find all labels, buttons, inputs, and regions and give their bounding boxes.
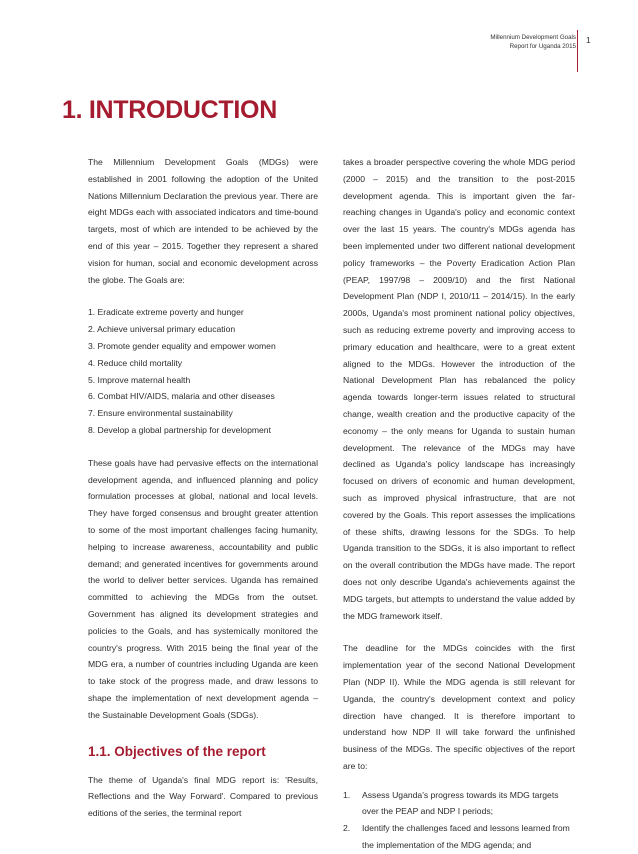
- section-title: 1. INTRODUCTION: [62, 96, 277, 124]
- intro-paragraph: The Millennium Development Goals (MDGs) were established in 2001 following the adoption of the United Nations Millennium Declaration the previous year. There are eight MDGs each with associated indicators and time-bound targets, most of which are intended to be achieved by the end of this year – 2015. Together they represent a shared vision for human, social and economic development across the globe. The Goals are:: [88, 157, 318, 285]
- page-number: 1: [586, 35, 591, 45]
- deadline-paragraph: The deadline for the MDGs coincides with the first implementation year of the second National Development Plan (NDP II). While the MDG agenda is still relevant for Uganda, the country's development context and policy direction have changed. It is therefore important to understand how NDP II will take forward the unfinished business of the MDGs. The specific objectives of the report are to:: [343, 643, 575, 771]
- list-item: 6. Combat HIV/AIDS, malaria and other diseases: [88, 391, 275, 402]
- objectives-list: [343, 787, 575, 854]
- list-item: 2. Achieve universal primary education: [88, 324, 236, 335]
- header-report-title: Report for Uganda 2015: [509, 43, 576, 50]
- report-theme-paragraph: The theme of Uganda's final MDG report is: 'Results, Reflections and the Way Forward'. Compared to previous editions of the series, the terminal report: [88, 774, 318, 819]
- list-item: 7. Ensure environmental sustainability: [88, 408, 233, 419]
- list-item: 4. Reduce child mortality: [88, 357, 183, 368]
- right-column: [343, 154, 575, 854]
- goals-effects-paragraph: These goals have had pervasive effects on the international development agenda, and influenced planning and policy formulation processes at global, national and local levels. They have forged consensus and brought greater attention to some of the most important challenges facing humanity, helping to increase awareness, accountability and public demand; and generated incentives for governments around the world to deliver better services. Uganda has remained committed to achieving the MDGs from the outset. Government has aligned its development strategies and policies to the Goals, and has systemically monitored the country's progress. With 2015 being the final year of the MDG era, a number of countries including Uganda are keen to take stock of the progress made, and draw lessons to shape the implementation of next development agenda – the Sustainable Development Goals (SDGs).: [88, 457, 318, 720]
- objective-text: Identify the challenges faced and lessons learned from the implementation of the MDG agenda; and: [362, 823, 570, 851]
- objective-number: 1.: [343, 789, 351, 800]
- goals-list: [88, 304, 318, 438]
- list-item: 3. Promote gender equality and empower women: [88, 340, 276, 351]
- objective-text: Assess Uganda's progress towards its MDG targets over the PEAP and NDP I periods;: [362, 789, 559, 817]
- list-item: 1. Eradicate extreme poverty and hunger: [88, 307, 244, 318]
- objective-number: 2.: [343, 823, 351, 834]
- page-number-block: [577, 30, 591, 72]
- list-item: [343, 820, 575, 854]
- list-item: 8. Develop a global partnership for development: [88, 424, 271, 435]
- left-column: [88, 154, 318, 838]
- subsection-heading: 1.1. Objectives of the report: [88, 743, 266, 759]
- perspective-paragraph: takes a broader perspective covering the whole MDG period (2000 – 2015) and the transition to the post-2015 development agenda. This is important given the far-reaching changes in Uganda's policy and economic context over the last 15 years. The country's MDGs agenda has been implemented under two different national development policy frameworks – the Poverty Eradication Action Plan (PEAP, 1997/98 – 2009/10) and the first National Development Plan (NDP I, 2010/11 – 2014/15). In the early 2000s, Uganda's most prominent national policy objectives, such as reducing extreme poverty and improving access to primary education and healthcare, were to a great extent aligned to the MDGs. However the introduction of the National Development Plan has rebalanced the policy agenda towards longer-term issues related to structural change, wealth creation and the productive capacity of the economy – the only means for Uganda to sustain human development. The relevance of the MDGs may have declined as Uganda's policy landscape has increasingly focused on drivers of economic and human development, such as improved physical infrastructure, that are not covered by the Goals. This report assesses the implications of these shifts, drawing lessons for the SDGs. To help Uganda transition to the SDGs, it is also important to reflect on the overall contribution the MDGs have made. The report does not only describe Uganda's achievements against the MDG targets, but attempts to understand the value added by the MDG framework itself.: [343, 157, 575, 621]
- list-item: 5. Improve maternal health: [88, 374, 191, 385]
- list-item: [343, 787, 575, 821]
- header-report-series: Millennium Development Goals: [490, 34, 576, 41]
- running-header: [490, 33, 576, 51]
